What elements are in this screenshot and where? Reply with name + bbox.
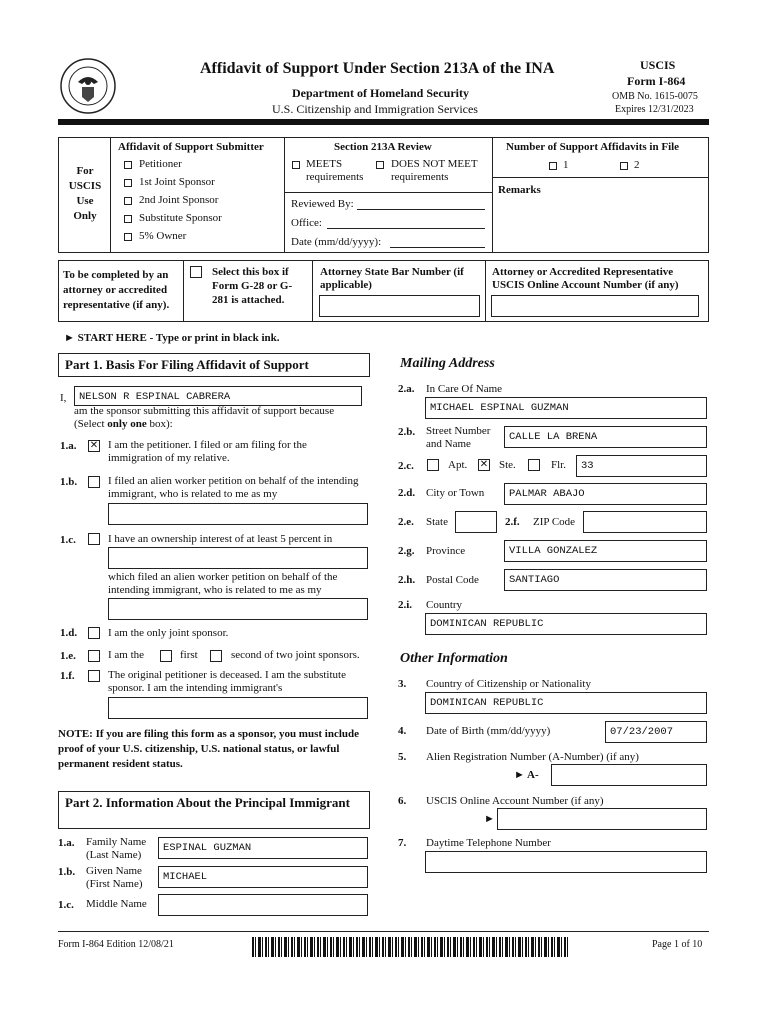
flr-label: Flr. [551, 459, 566, 471]
submitter-option: 2nd Joint Sponsor [139, 194, 219, 206]
two-affidavit-checkbox[interactable] [620, 162, 628, 170]
care-of-input[interactable]: MICHAEL ESPINAL GUZMAN [425, 397, 707, 419]
two-joint-text: I am the [108, 649, 145, 661]
petitioner-text: I am the petitioner. I filed or am filing for the immigration of my relative. [108, 439, 307, 464]
country-label: Country [426, 599, 463, 611]
office-line[interactable] [327, 228, 485, 229]
agency: U.S. Citizenship and Immigration Services [272, 102, 478, 116]
ownership-text-2: which filed an alien worker petition on behalf of the intending immigrant, who is related to me as my [108, 571, 338, 596]
item-number: 1.a. [58, 837, 75, 849]
for-uscis-label: For USCIS Use Only [68, 165, 102, 222]
item-number: 2.i. [398, 599, 413, 611]
family-name-input[interactable]: ESPINAL GUZMAN [158, 837, 368, 859]
online-account-input[interactable] [491, 295, 699, 317]
substitute-checkbox[interactable] [124, 215, 132, 223]
divider [284, 137, 285, 253]
postal-input[interactable]: SANTIAGO [504, 569, 707, 591]
citizenship-label: Country of Citizenship or Nationality [426, 678, 591, 690]
item-number: 1.c. [58, 899, 74, 911]
sponsor-text: am the sponsor submitting this affidavit of support because [74, 405, 335, 417]
i-label: I, [60, 392, 67, 404]
ownership-checkbox[interactable] [88, 533, 100, 545]
item-number: 2.g. [398, 545, 415, 557]
entity-name-input[interactable] [108, 547, 368, 569]
item-number: 1.e. [60, 650, 76, 662]
review-title: Section 213A Review [334, 141, 432, 153]
a-number-label: Alien Registration Number (A-Number) (if any) [426, 751, 639, 763]
street-input[interactable]: CALLE LA BRENA [504, 426, 707, 448]
barcode [252, 937, 568, 957]
apt-checkbox[interactable] [427, 459, 439, 471]
item-number: 5. [398, 751, 407, 763]
reviewed-by-label: Reviewed By: [291, 198, 354, 210]
worker-petition-checkbox[interactable] [88, 476, 100, 488]
item-number: 7. [398, 837, 407, 849]
given-name-label: Given Name (First Name) [86, 865, 143, 890]
submitter-option: 5% Owner [139, 230, 187, 242]
petitioner-checkbox[interactable] [124, 161, 132, 169]
first-sponsor-checkbox[interactable] [160, 650, 172, 662]
part2-title: Part 2. Information About the Principal Immigrant [58, 791, 370, 829]
divider [492, 177, 709, 178]
remarks-label: Remarks [498, 184, 541, 196]
reviewed-by-line[interactable] [357, 209, 485, 210]
edition-text: Form I-864 Edition 12/08/21 [58, 939, 174, 950]
header-rule [58, 119, 709, 125]
divider [110, 137, 111, 253]
meets-checkbox[interactable] [292, 161, 300, 169]
page-number: Page 1 of 10 [652, 939, 703, 950]
item-number: 1.f. [60, 670, 75, 682]
item-number: 1.b. [60, 476, 78, 488]
item-number: 2.d. [398, 487, 416, 499]
date-label: Date (mm/dd/yyyy): [291, 236, 382, 248]
zip-input[interactable] [583, 511, 707, 533]
first-text: first [180, 649, 198, 661]
petitioner-checkbox[interactable]: ✕ [89, 440, 99, 451]
dob-label: Date of Birth (mm/dd/yyyy) [426, 725, 551, 737]
item-number: 1.d. [60, 627, 78, 639]
g28-label: Select this box if Form G-28 or G-281 is attached. [212, 266, 293, 306]
divider [284, 192, 492, 193]
substitute-checkbox[interactable] [88, 670, 100, 682]
a-number-input[interactable] [551, 764, 707, 786]
city-input[interactable]: PALMAR ABAJO [504, 483, 707, 505]
family-name-label: Family Name (Last Name) [86, 836, 147, 861]
attorney-completed-by: To be completed by an attorney or accredited representative (if any). [63, 269, 170, 311]
owner-checkbox[interactable] [124, 233, 132, 241]
divider [183, 260, 184, 322]
note-text: NOTE: If you are filing this form as a sponsor, you must include proof of your U.S. citizenship, U.S. national status, or lawful permanent resident status. [58, 728, 360, 770]
ste-label: Ste. [499, 459, 516, 471]
item-number: 1.b. [58, 866, 76, 878]
phone-input[interactable] [425, 851, 707, 873]
worker-petition-text: I filed an alien worker petition on behalf of the intending immigrant, who is related to me as my [108, 475, 359, 500]
a-number-prefix: ► A- [514, 769, 539, 781]
item-number: 1.c. [60, 534, 76, 546]
part1-title: Part 1. Basis For Filing Affidavit of Support [58, 353, 370, 377]
number-title: Number of Support Affidavits in File [506, 141, 680, 153]
submitter-option: 1st Joint Sponsor [139, 176, 215, 188]
ste-checkbox[interactable]: ✕ [479, 459, 489, 470]
start-here: ► START HERE - Type or print in black ink. [64, 332, 280, 344]
item-number: 4. [398, 725, 407, 737]
item-number: 2.e. [398, 516, 414, 528]
divider [492, 137, 493, 253]
unit-number-input[interactable]: 33 [576, 455, 707, 477]
uscis-account-label: USCIS Online Account Number (if any) [426, 795, 604, 807]
phone-label: Daytime Telephone Number [426, 837, 551, 849]
item-number: 2.h. [398, 574, 416, 586]
postal-label: Postal Code [426, 574, 479, 586]
item-number: 3. [398, 678, 407, 690]
ownership-relationship-input[interactable] [108, 598, 368, 620]
omb-number: OMB No. 1615-0075 [612, 91, 698, 102]
only-joint-checkbox[interactable] [88, 627, 100, 639]
uscis-account-input[interactable] [497, 808, 707, 830]
worker-relationship-input[interactable] [108, 503, 368, 525]
department: Department of Homeland Security [292, 86, 469, 100]
meets-label: MEETS requirements [306, 158, 364, 183]
uscis-account-prefix: ► [484, 813, 495, 825]
g28-checkbox[interactable] [190, 266, 202, 278]
other-info-title: Other Information [400, 651, 508, 666]
one-label: 1 [563, 159, 569, 171]
given-name-input[interactable]: MICHAEL [158, 866, 368, 888]
street-label: Street Number and Name [426, 425, 491, 450]
bar-number-input[interactable] [319, 295, 480, 317]
office-label: Office: [291, 217, 322, 229]
substitute-relationship-input[interactable] [108, 697, 368, 719]
form-title: Affidavit of Support Under Section 213A of the INA [200, 60, 555, 77]
mailing-title: Mailing Address [400, 356, 495, 371]
second-sponsor-checkbox[interactable] [210, 650, 222, 662]
item-number: 2.f. [505, 516, 520, 528]
province-input[interactable]: VILLA GONZALEZ [504, 540, 707, 562]
sponsor-name-input[interactable]: NELSON R ESPINAL CABRERA [74, 386, 362, 406]
dhs-seal [60, 58, 116, 114]
bar-number-label: Attorney State Bar Number (if applicable) [320, 266, 464, 291]
flr-checkbox[interactable] [528, 459, 540, 471]
care-of-label: In Care Of Name [426, 383, 503, 395]
two-label: 2 [634, 159, 640, 171]
substitute-text: The original petitioner is deceased. I am the substitute sponsor. I am the intending immigrant's [108, 669, 346, 694]
middle-name-label: Middle Name [86, 898, 147, 910]
joint2-checkbox[interactable] [124, 197, 132, 205]
select-instruction: (Select only one box): [74, 418, 173, 430]
ownership-text: I have an ownership interest of at least 5 percent in [108, 533, 333, 545]
uscis-label: USCIS [640, 58, 676, 72]
province-label: Province [426, 545, 466, 557]
item-number: 2.a. [398, 383, 415, 395]
two-joint-checkbox[interactable] [88, 650, 100, 662]
form-number: Form I-864 [627, 74, 686, 88]
divider [312, 260, 313, 322]
submitter-option: Petitioner [139, 158, 182, 170]
one-affidavit-checkbox[interactable] [549, 162, 557, 170]
item-number: 6. [398, 795, 407, 807]
item-number: 2.c. [398, 460, 414, 472]
online-account-label: Attorney or Accredited Representative USCIS Online Account Number (if any) [492, 266, 679, 291]
country-input[interactable]: DOMINICAN REPUBLIC [425, 613, 707, 635]
city-label: City or Town [426, 487, 485, 499]
item-number: 2.b. [398, 426, 416, 438]
apt-label: Apt. [448, 459, 468, 471]
state-label: State [426, 516, 448, 528]
expiration: Expires 12/31/2023 [615, 104, 694, 115]
submitter-title: Affidavit of Support Submitter [118, 141, 264, 153]
only-joint-text: I am the only joint sponsor. [108, 627, 229, 639]
item-number: 1.a. [60, 440, 77, 452]
zip-label: ZIP Code [533, 516, 576, 528]
footer-rule [58, 931, 709, 932]
not-meet-label: DOES NOT MEET requirements [391, 158, 478, 183]
divider [485, 260, 486, 322]
joint1-checkbox[interactable] [124, 179, 132, 187]
submitter-option: Substitute Sponsor [139, 212, 222, 224]
middle-name-input[interactable] [158, 894, 368, 916]
date-line[interactable] [390, 247, 485, 248]
citizenship-input[interactable]: DOMINICAN REPUBLIC [425, 692, 707, 714]
dob-input[interactable]: 07/23/2007 [605, 721, 707, 743]
not-meet-checkbox[interactable] [376, 161, 384, 169]
state-input[interactable] [455, 511, 497, 533]
second-text: second of two joint sponsors. [231, 649, 360, 661]
